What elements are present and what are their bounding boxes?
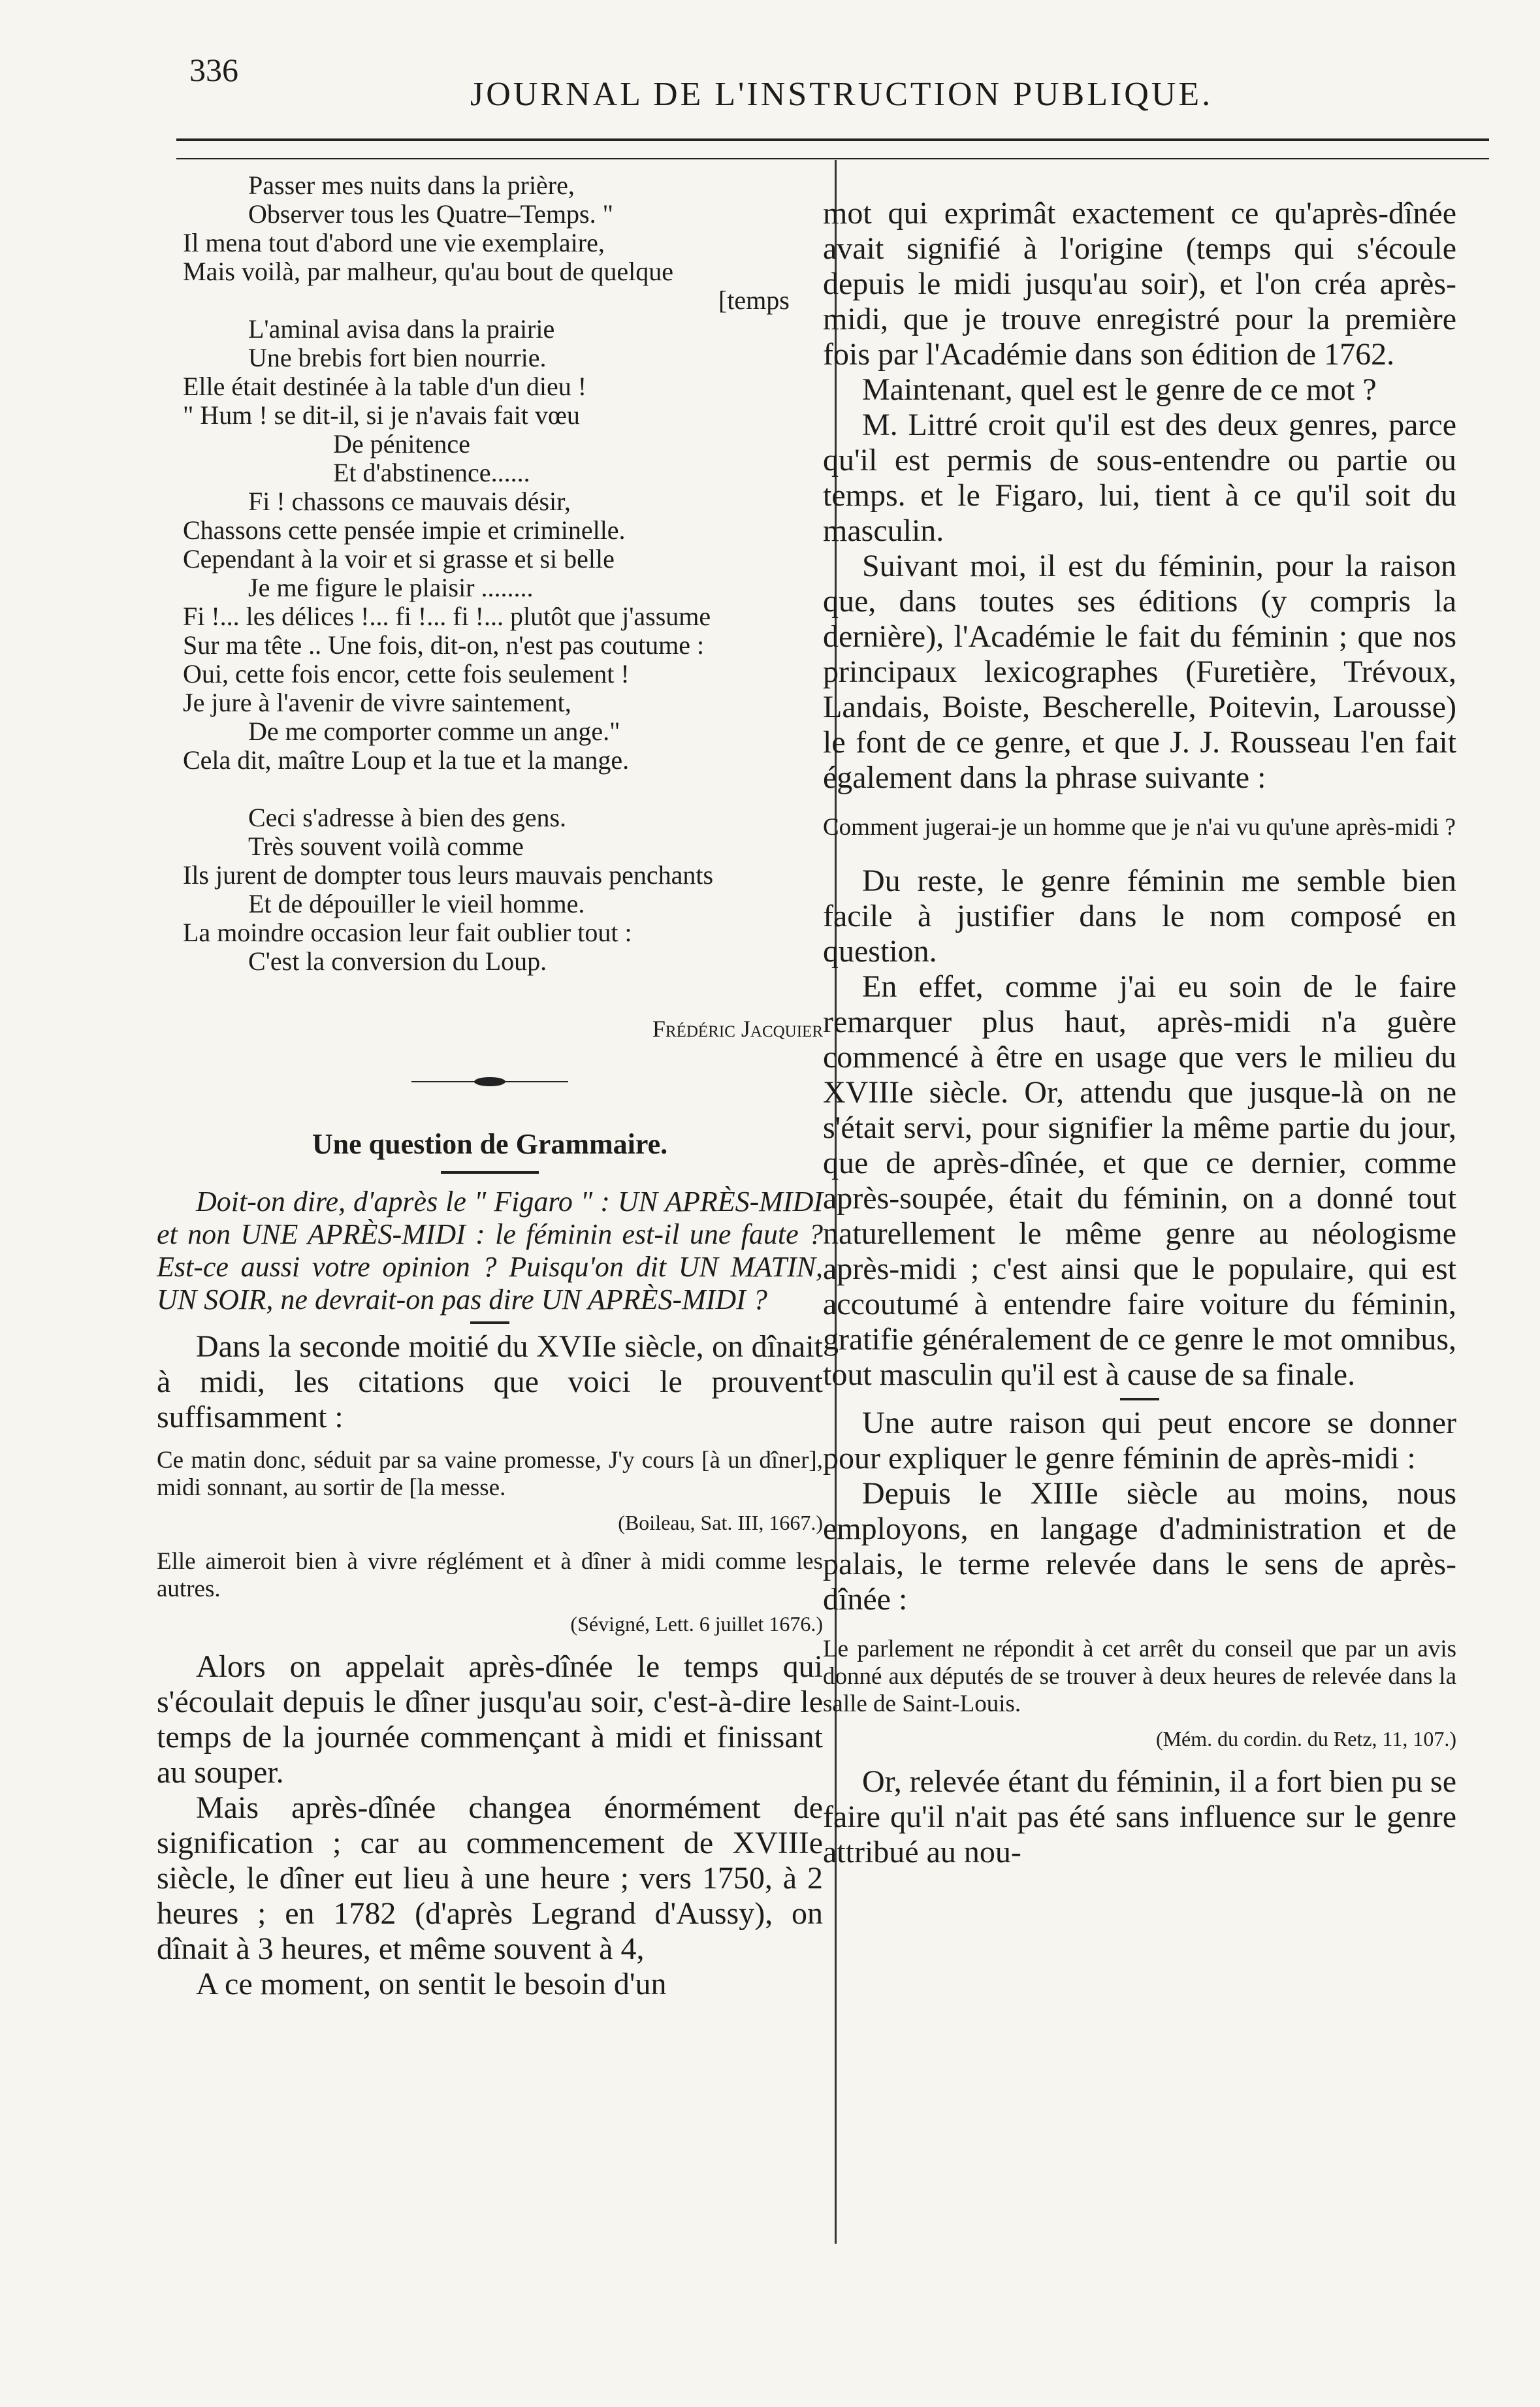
article-paragraph: Du reste, le genre féminin me semble bien facile à justifier dans le nom composé en question. (823, 864, 1456, 969)
section-rule (1120, 1398, 1159, 1400)
quotation: Ce matin donc, séduit par sa vaine promesse, J'y cours [à un dîner], midi sonnant, au sortir de [la messe. (157, 1447, 823, 1501)
poem-author: Frédéric Jacquier (652, 1016, 823, 1042)
article-paragraph: Or, relevée étant du féminin, il a fort bien pu se faire qu'il n'ait pas été sans influence sur le genre attribué au nou- (823, 1764, 1456, 1869)
poem-moral-line: La moindre occasion leur fait oublier tout : (183, 918, 632, 947)
ornament-dot (474, 1077, 505, 1086)
poem-moral-line: Ils jurent de dompter tous leurs mauvais penchants (183, 860, 714, 890)
poem-line: Cela dit, maître Loup et la tue et la mange. (183, 745, 630, 775)
article-paragraph: mot qui exprimât exactement ce qu'après-dînée avait signifié à l'origine (temps qui s'écoule depuis le midi jusqu'au soir), et l'on créa après-midi, que je trouve enregistré pour la première fois par l'Académie dans son édition de 1762. (823, 196, 1456, 372)
poem-line: Je jure à l'avenir de vivre saintement, (183, 688, 571, 717)
poem-line: Chassons cette pensée impie et criminelle. (183, 515, 626, 545)
article-paragraph: Alors on appelait après-dînée le temps qui s'écoulait depuis le dîner jusqu'au soir, c'est-à-dire le temps de la journée commençant à midi et finissant au souper. (157, 1649, 823, 1790)
article-paragraph: Une autre raison qui peut encore se donner pour expliquer le genre féminin de après-midi : (823, 1406, 1456, 1476)
poem-line: Il mena tout d'abord une vie exemplaire, (183, 228, 605, 257)
poem-line: Et d'abstinence...... (333, 458, 530, 487)
citation: (Sévigné, Lett. 6 juillet 1676.) (570, 1612, 823, 1636)
poem-line: Sur ma tête .. Une fois, dit-on, n'est pas coutume : (183, 630, 705, 660)
poem-line: De pénitence (333, 429, 470, 459)
stanza-gap (157, 775, 823, 803)
article-paragraph: Depuis le XIIIe siècle au moins, nous employons, en langage d'administration et de palais, le terme relevée dans le sens de après-dînée : (823, 1476, 1456, 1617)
article-title: Une question de Grammaire. (312, 1128, 668, 1160)
left-column (157, 171, 823, 2002)
quotation: Le parlement ne répondit à cet arrêt du conseil que par un avis donné aux députés de se trouver à deux heures de relevée dans la salle de Saint-Louis. (823, 1636, 1456, 1717)
poem-moral-line: Et de dépouiller le vieil homme. (248, 889, 585, 918)
poem-line: " Hum ! se dit-il, si je n'avais fait vœu (183, 400, 580, 430)
poem-line: Observer tous les Quatre–Temps. " (248, 199, 613, 229)
title-rule (441, 1171, 539, 1174)
poem-line: Passer mes nuits dans la prière, (248, 170, 575, 200)
article-paragraph: En effet, comme j'ai eu soin de le faire remarquer plus haut, après-midi n'a guère commencé à être en usage que vers le milieu du XVIIIe siècle. Or, attendu que jusque-là on ne s'était servi, pour signifier la même partie du jour, que de après-dînée, et que ce dernier, comme après-soupée, était du féminin, on a donné tout naturellement le même genre au néologisme après-midi ; c'est ainsi que le populaire, qui est accoutumé à entendre faire voiture du féminin, gratifie généralement de ce genre le mot omnibus, tout masculin qu'il est à cause de sa finale. (823, 969, 1456, 1392)
poem-line: De me comporter comme un ange." (248, 717, 620, 746)
poem-moral-line: Très souvent voilà comme (248, 832, 524, 861)
page-number: 336 (189, 52, 238, 88)
poem-line: Une brebis fort bien nourrie. (248, 343, 547, 372)
right-column (823, 196, 1456, 1870)
running-head: JOURNAL DE L'INSTRUCTION PUBLIQUE. (470, 76, 1213, 113)
quotation: Elle aimeroit bien à vivre réglément et à dîner à midi comme les autres. (157, 1548, 823, 1602)
poem-line: L'aminal avisa dans la prairie (248, 314, 555, 344)
poem-moral-line: Ceci s'adresse à bien des gens. (248, 803, 567, 832)
article-paragraph: Maintenant, quel est le genre de ce mot ? (862, 372, 1377, 407)
poem (157, 171, 823, 976)
article-paragraph: Suivant moi, il est du féminin, pour la raison que, dans toutes ses éditions (y compris la dernière), l'Académie le fait du féminin ; que nos principaux lexicographes (Furetière, Trévoux, Landais, Boiste, Bescherelle, Poitevin, Larousse) le font de ce genre, et que J. J. Rousseau l'en fait également dans la phrase suivante : (823, 549, 1456, 795)
citation: (Boileau, Sat. III, 1667.) (618, 1511, 823, 1534)
citation: (Mém. du cordin. du Retz, 11, 107.) (1155, 1727, 1456, 1751)
quotation: Comment jugerai-je un homme que je n'ai vu qu'une après-midi ? (823, 814, 1456, 841)
poem-line: Je me figure le plaisir ........ (248, 573, 534, 602)
article-paragraph: A ce moment, on sentit le besoin d'un (196, 1967, 667, 2001)
article-question: Doit-on dire, d'après le " Figaro " : UN APRÈS-MIDI et non UNE APRÈS-MIDI : le féminin est-il une faute ? Est-ce aussi votre opinion ? Puisqu'on dit UN MATIN, UN SOIR, ne devrait-on pas dire UN APRÈS-MIDI ? (157, 1186, 823, 1316)
poem-line: Fi ! chassons ce mauvais désir, (248, 487, 571, 516)
article-paragraph: Mais après-dînée changea énormément de signification ; car au commencement de XVIIIe siècle, le dîner eut lieu à une heure ; vers 1750, à 2 heures ; en 1782 (d'après Legrand d'Aussy), on dînait à 3 heures, et même souvent à 4, (157, 1790, 823, 1966)
poem-moral-line: C'est la conversion du Loup. (248, 946, 547, 976)
article-paragraph: Dans la seconde moitié du XVIIe siècle, on dînait à midi, les citations que voici le prouvent suffisamment : (157, 1329, 823, 1434)
poem-line: Fi !... les délices !... fi !... fi !... plutôt que j'assume (183, 602, 711, 631)
question-rule (470, 1321, 509, 1324)
poem-line: [temps (718, 285, 790, 315)
poem-line: Cependant à la voir et si grasse et si belle (183, 544, 615, 573)
poem-line: Mais voilà, par malheur, qu'au bout de quelque (183, 257, 673, 286)
header-rule (176, 138, 1489, 159)
poem-line: Elle était destinée à la table d'un dieu ! (183, 372, 587, 401)
ornament-divider (411, 1075, 568, 1088)
poem-line: Oui, cette fois encor, cette fois seulement ! (183, 659, 630, 688)
article-paragraph: M. Littré croit qu'il est des deux genres, parce qu'il est permis de sous-entendre ou partie ou temps. et le Figaro, lui, tient à ce qu'il soit du masculin. (823, 408, 1456, 548)
